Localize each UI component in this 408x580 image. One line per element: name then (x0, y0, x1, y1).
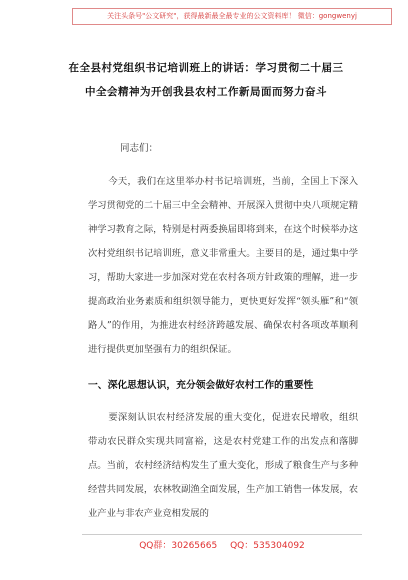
body-paragraph-2-text: 要深刻认识农村经济发展的重大变化，促进农民增收，组织带动农民群众实现共同富裕，这是农村党建工作的出发点和落脚点。当前，农村经济结构发生了重大变化，形成了粮食生产与多种经营共同发展，农林牧副渔全面发展，生产加工销售一体发展，农业产业与非农产业竞相发展的 (88, 412, 358, 519)
section-heading-1: 一、深化思想认识，充分领会做好农村工作的重要性 (88, 380, 314, 391)
body-paragraph-1-text: 今天，我们在这里举办村书记培训班，当前，全国上下深入学习贯彻党的二十届三中全会精神、开展深入贯彻中央八项规定精神学习教育之际，特别是村两委换届即将到来，在这个时候举办这次村党组织书记培训班，意义非常重大。主要目的是，通过集中学习，帮助大家进一步加深对党在农村各项方针政策的理解，进一步提高政治业务素质和组织领导能力，更快更好发挥“领头雁”和“领路人”的作用，为推进农村经济跨越发展、确保农村各项改革顺利进行提供更加坚强有力的组织保证。 (88, 176, 358, 355)
footer-divider (82, 534, 362, 535)
promo-banner: 关注头条号"公文研究"，获得最新最全最专业的公文资料库！ 微信：gongwenyj (72, 8, 392, 25)
qq-group-number: QQ群：30265665 (139, 541, 218, 551)
contact-footer (82, 538, 362, 551)
body-paragraph-2 (88, 406, 358, 526)
qq-number: QQ：535304092 (230, 541, 305, 551)
document-title-line-1: 在全县村党组织书记培训班上的讲话：学习贯彻二十届三 (68, 62, 344, 74)
body-paragraph-1 (88, 170, 358, 362)
salutation: 同志们： (120, 143, 159, 154)
document-title-line-2: 中全会精神为开创我县农村工作新局面而努力奋斗 (85, 86, 327, 98)
